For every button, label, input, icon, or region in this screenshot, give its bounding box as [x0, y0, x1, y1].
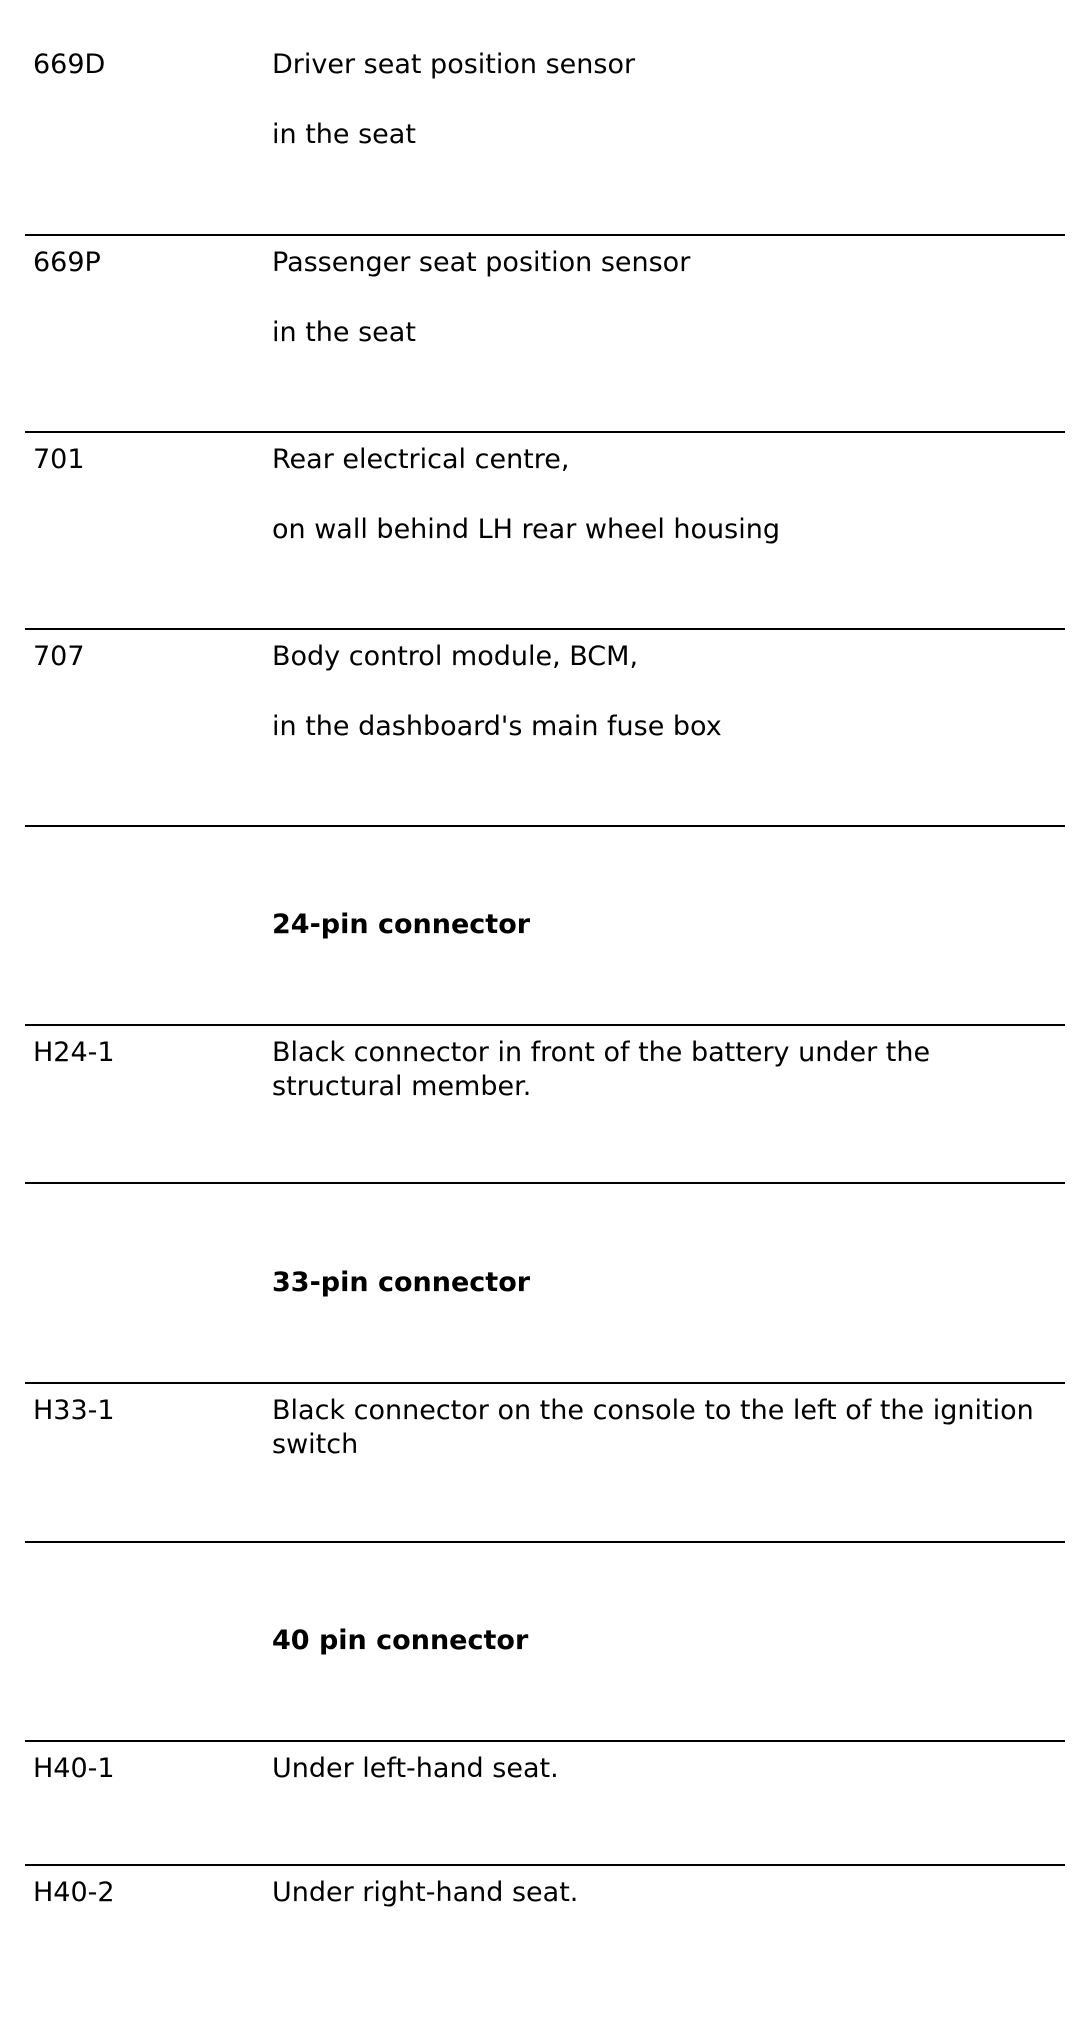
description-line: in the seat	[272, 119, 416, 150]
description-line: Body control module, BCM,	[272, 641, 639, 672]
row-divider	[25, 1182, 1065, 1184]
description-text: Black connector in front of the battery under the structural member.	[272, 1037, 931, 1102]
component-description	[272, 1752, 1062, 1786]
section-heading: 24-pin connector	[272, 909, 531, 940]
description-line: Rear electrical centre,	[272, 444, 570, 475]
description-text: Black connector on the console to the left of the ignition switch	[272, 1395, 1034, 1460]
component-code: 669P	[33, 247, 101, 278]
component-code: 669D	[33, 49, 106, 80]
row-divider	[25, 1541, 1065, 1543]
component-description	[272, 1876, 1062, 1910]
description-line: in the seat	[272, 317, 416, 348]
row-divider	[25, 234, 1065, 236]
row-divider	[25, 825, 1065, 827]
component-description	[272, 443, 1062, 547]
component-code: 701	[33, 444, 85, 475]
component-description	[272, 640, 1062, 744]
component-code: H40-1	[33, 1753, 115, 1784]
description-text: Under left-hand seat.	[272, 1753, 559, 1784]
row-divider	[25, 1382, 1065, 1384]
description-text: Under right-hand seat.	[272, 1877, 579, 1908]
component-code: H40-2	[33, 1877, 115, 1908]
row-divider	[25, 628, 1065, 630]
row-divider	[25, 1024, 1065, 1026]
description-line: Driver seat position sensor	[272, 49, 636, 80]
component-description	[272, 1036, 1062, 1104]
section-heading: 33-pin connector	[272, 1267, 531, 1298]
description-line: Passenger seat position sensor	[272, 247, 691, 278]
component-code: 707	[33, 641, 85, 672]
row-divider	[25, 1864, 1065, 1866]
component-description	[272, 1394, 1062, 1462]
component-description	[272, 246, 1062, 350]
component-code: H33-1	[33, 1395, 115, 1426]
section-heading: 40 pin connector	[272, 1625, 529, 1656]
row-divider	[25, 431, 1065, 433]
component-code: H24-1	[33, 1037, 115, 1068]
description-line: in the dashboard's main fuse box	[272, 711, 722, 742]
description-line: on wall behind LH rear wheel housing	[272, 514, 780, 545]
row-divider	[25, 1740, 1065, 1742]
component-description	[272, 48, 1062, 152]
